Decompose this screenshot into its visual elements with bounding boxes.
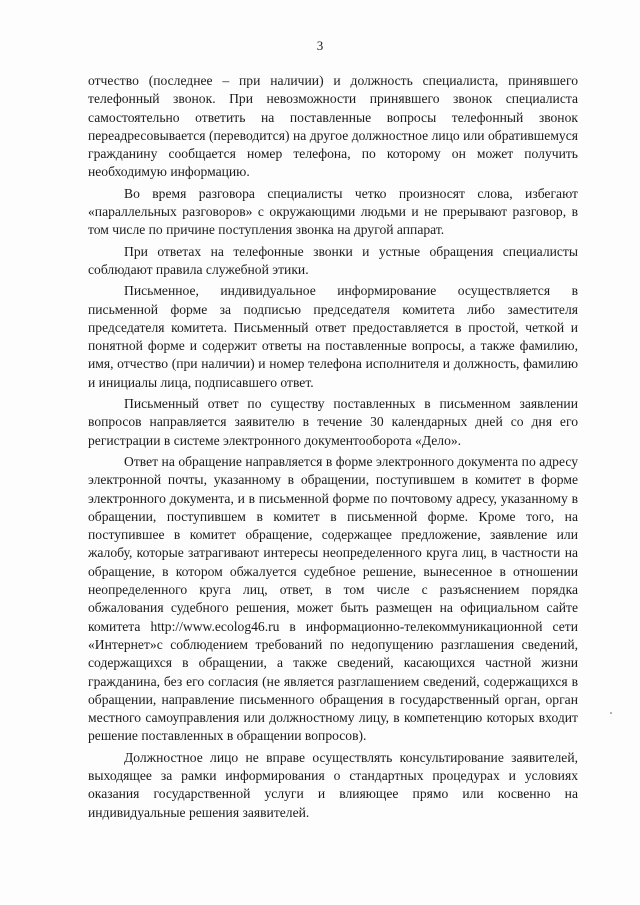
body-text: [88, 72, 578, 825]
scan-speck: [610, 712, 612, 714]
paragraph-service-ethics: При ответах на телефонные звонки и устные обращения специалисты соблюдают правила служебной этики.: [88, 243, 578, 277]
paragraph-written-informing: Письменное, индивидуальное информирование осуществляется в письменной форме за подписью председателя комитета либо заместителя председателя комитета. Письменный ответ предоставляется в простой, четкой и понятной форме и содержит ответы на поставленные вопросы, а также фамилию, имя, отчество (при наличии) и номер телефона исполнителя и должность, фамилию и инициалы лица, подписавшего ответ.: [88, 283, 578, 390]
paragraph-response-deadline: Письменный ответ по существу поставленных в письменном заявлении вопросов направляется заявителю в течение 30 календарных дней со дня его регистрации в системе электронного документооборота «Дело».: [88, 396, 578, 448]
paragraph-conversation-rules: Во время разговора специалисты четко произносят слова, избегают «параллельных разговоров» с окружающими людьми и не прерывают разговор, в том числе по причине поступления звонка на другой аппарат.: [88, 185, 578, 238]
paragraph-consultation-limits: Должностное лицо не вправе осуществлять консультирование заявителей, выходящее за рамки информирования о стандартных процедурах и условиях оказания государственной услуги и влияющее прямо или косвенно на индивидуальные решения заявителей.: [88, 749, 578, 820]
paragraph-electronic-response: Ответ на обращение направляется в форме электронного документа по адресу электронной почты, указанному в обращении, поступившем в комитет в форме электронного документа, и в письменной форме по почтовому адресу, указанному в обращении, поступившем в комитет в письменной форме. Кроме того, на поступившее в комитет обращение, содержащее предложение, заявление или жалобу, которые затрагивают интересы неопределенного круга лиц, в частности на обращение, в котором обжалуется судебное решение, вынесенное в отношении неопределенного круга лиц, ответ, в том числе с разъяснением порядка обжалования судебного решения, может быть размещен на официальном сайте комитета http://www.ecolog46.ru в информационно-телекоммуникационной сети «Интернет»с соблюдением требований по недопущению разглашения сведений, содержащихся в обращении, а также сведений, касающихся частной жизни гражданина, без его согласия (не является разглашением сведений, содержащихся в обращении, направление письменного обращения в государственный орган, орган местного самоуправления или должностному лицу, в компетенцию которых входит решение поставленных в обращении вопросов).: [88, 453, 578, 744]
page-number: 3: [316, 38, 324, 53]
paragraph-phone-redirect: отчество (последнее – при наличии) и должность специалиста, принявшего телефонный звонок. При невозможности принявшего звонок специалиста самостоятельно ответить на поставленные вопросы телефонный звонок переадресовывается (переводится) на другое должностное лицо или обратившемуся гражданину сообщается номер телефона, по которому он может получить необходимую информацию.: [88, 73, 578, 180]
